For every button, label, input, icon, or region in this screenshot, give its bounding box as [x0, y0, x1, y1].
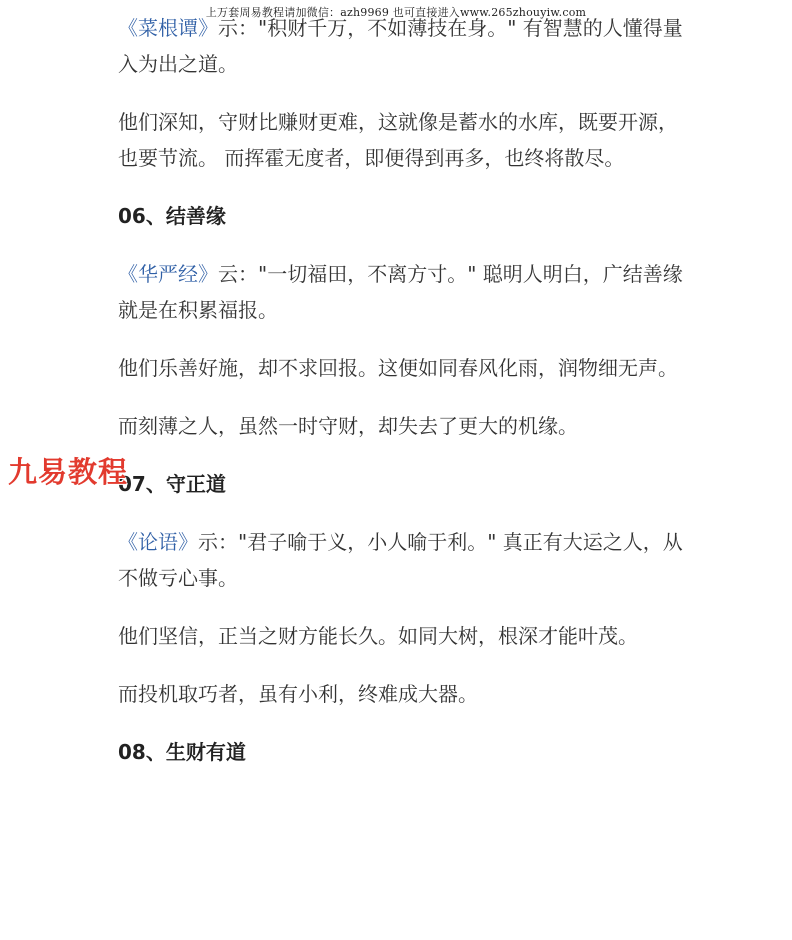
paragraph-mean-people: 而刻薄之人，虽然一时守财，却失去了更大的机缘。 — [118, 414, 578, 438]
paragraph-charity: 他们乐善好施，却不求回报。这便如同春风化雨，润物细无声。 — [118, 356, 678, 380]
section-heading-06: 06、结善缘 — [118, 204, 226, 228]
paragraph-save-money: 他们深知，守财比赚财更难，这就像是蓄水的水库，既要开源，也要节流。 而挥霍无度者，即便得到再多，也终将散尽。 — [118, 110, 678, 170]
paragraph-opportunists: 而投机取巧者，虽有小利，终难成大器。 — [118, 682, 478, 706]
paragraph-lunyu-quote — [118, 524, 688, 596]
paragraph-caigentan-quote — [118, 10, 688, 82]
paragraph-text: 示："君子喻于义，小人喻于利。" 真正有大运之人，从不做亏心事。 — [118, 530, 683, 590]
paragraph-text: 示："积财千万，不如薄技在身。" 有智慧的人懂得量入为出之道。 — [118, 16, 683, 76]
paragraph-huayanjing-quote — [118, 256, 688, 328]
book-title-link[interactable]: 《论语》 — [118, 530, 198, 554]
paragraph-righteous-wealth: 他们坚信，正当之财方能长久。如同大树，根深才能叶茂。 — [118, 624, 638, 648]
section-heading-07: 07、守正道 — [118, 472, 226, 496]
top-watermark-banner: 上万套周易教程请加微信：azh9969 也可直接进入www.265zhouyiw.com — [205, 6, 587, 19]
paragraph-text: 云："一切福田，不离方寸。" 聪明人明白，广结善缘就是在积累福报。 — [118, 262, 683, 322]
article-body — [118, 10, 688, 792]
side-watermark-logo: 九易教程 — [8, 455, 129, 489]
book-title-link[interactable]: 《菜根谭》 — [118, 16, 218, 40]
section-heading-08: 08、生财有道 — [118, 740, 246, 764]
book-title-link[interactable]: 《华严经》 — [118, 262, 218, 286]
